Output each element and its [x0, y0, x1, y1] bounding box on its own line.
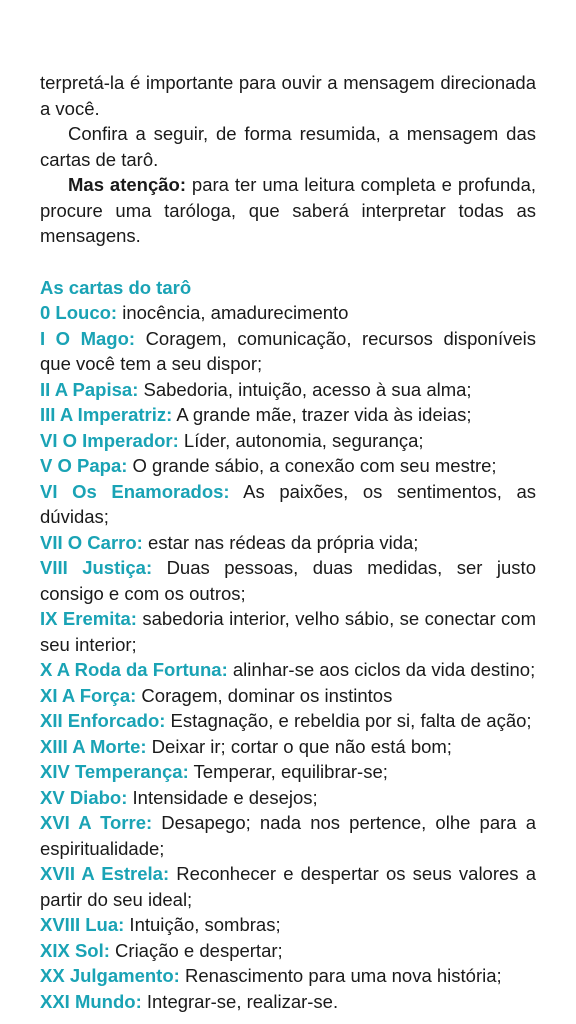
card-entry [40, 759, 536, 785]
card-meaning: Desapego; nada nos pertence, olhe para a espiritualidade; [40, 812, 536, 859]
card-name: XIII A Morte: [40, 735, 147, 757]
card-meaning: Temperar, equilibrar-se; [188, 761, 388, 782]
card-entry [40, 683, 536, 709]
card-entry [40, 989, 536, 1015]
intro-section [40, 70, 536, 249]
card-meaning: inocência, amadurecimento [117, 302, 349, 323]
card-meaning: Estagnação, e rebeldia por si, falta de ação; [165, 710, 532, 731]
attention-label: Mas atenção: [68, 174, 186, 195]
card-name: II A Papisa: [40, 378, 139, 400]
card-name: X A Roda da Fortuna: [40, 659, 228, 680]
card-meaning: Integrar-se, realizar-se. [141, 990, 339, 1012]
card-meaning: Coragem, dominar os instintos [136, 684, 393, 706]
card-meaning: Intuição, sombras; [124, 914, 281, 935]
card-name: XI A Força: [40, 684, 137, 706]
card-name: VII O Carro: [40, 531, 143, 553]
card-meaning: sabedoria interior, velho sábio, se conectar com seu interior; [40, 608, 536, 655]
card-name: XIV Temperança: [40, 761, 189, 782]
card-entry [40, 708, 536, 734]
card-meaning: alinhar-se aos ciclos da vida destino; [227, 659, 536, 680]
card-entry [40, 861, 536, 912]
card-name: 0 Louco: [40, 302, 118, 323]
card-entry [40, 326, 536, 377]
card-entry [40, 810, 536, 861]
intro-paragraph-3 [40, 172, 536, 249]
card-meaning: Sabedoria, intuição, acesso à sua alma; [138, 378, 472, 400]
card-name: XX Julgamento: [40, 965, 180, 986]
card-name: XXI Mundo: [40, 990, 142, 1012]
card-meaning: Intensidade e desejos; [127, 786, 318, 808]
card-name: XIX Sol: [40, 939, 110, 961]
card-name: VI O Imperador: [40, 429, 179, 451]
card-name: I O Mago: [40, 327, 136, 349]
intro-paragraph-1: terpretá-la é importante para ouvir a mensagem direcionada a você. [40, 72, 536, 119]
card-name: III A Imperatriz: [40, 404, 173, 425]
card-name: XV Diabo: [40, 786, 128, 808]
card-entry [40, 402, 536, 428]
card-entry [40, 453, 536, 479]
card-entry [40, 479, 536, 530]
card-list [40, 300, 536, 1014]
card-entry [40, 428, 536, 454]
section-title: As cartas do tarô [40, 276, 192, 298]
card-meaning: Deixar ir; cortar o que não está bom; [146, 735, 452, 757]
card-entry [40, 938, 536, 964]
card-meaning: Duas pessoas, duas medidas, ser justo consigo e com os outros; [40, 557, 536, 604]
card-name: XVII A Estrela: [40, 863, 170, 884]
card-entry [40, 657, 536, 683]
card-meaning: Líder, autonomia, segurança; [178, 429, 424, 451]
card-meaning: A grande mãe, trazer vida às ideias; [172, 404, 472, 425]
card-meaning: estar nas rédeas da própria vida; [142, 531, 419, 553]
card-name: IX Eremita: [40, 608, 137, 629]
intro-paragraph-2: Confira a seguir, de forma resumida, a mensagem das cartas de tarô. [40, 123, 536, 170]
card-name: XVI A Torre: [40, 812, 153, 833]
card-name: VIII Justiça: [40, 557, 153, 578]
card-meaning: Coragem, comunicação, recursos disponíveis que você tem a seu dispor; [40, 327, 536, 374]
card-name: XVIII Lua: [40, 914, 125, 935]
attention-text: para ter uma leitura completa e profunda, procure uma taróloga, que saberá interpretar todas as mensagens. [40, 174, 536, 246]
card-name: V O Papa: [40, 455, 128, 476]
card-entry [40, 530, 536, 556]
card-meaning: Reconhecer e despertar os seus valores a partir do seu ideal; [40, 863, 536, 910]
card-entry [40, 912, 536, 938]
card-name: XII Enforcado: [40, 710, 166, 731]
card-name: VI Os Enamorados: [40, 480, 230, 502]
card-entry [40, 377, 536, 403]
card-entry [40, 555, 536, 606]
card-entry [40, 963, 536, 989]
card-meaning: Criação e despertar; [109, 939, 283, 961]
card-entry [40, 606, 536, 657]
card-entry [40, 734, 536, 760]
card-meaning: As paixões, os sentimentos, as dúvidas; [40, 480, 537, 527]
card-meaning: Renascimento para uma nova história; [179, 965, 502, 986]
card-entry [40, 300, 536, 326]
card-meaning: O grande sábio, a conexão com seu mestre; [127, 455, 497, 476]
card-entry [40, 785, 536, 811]
